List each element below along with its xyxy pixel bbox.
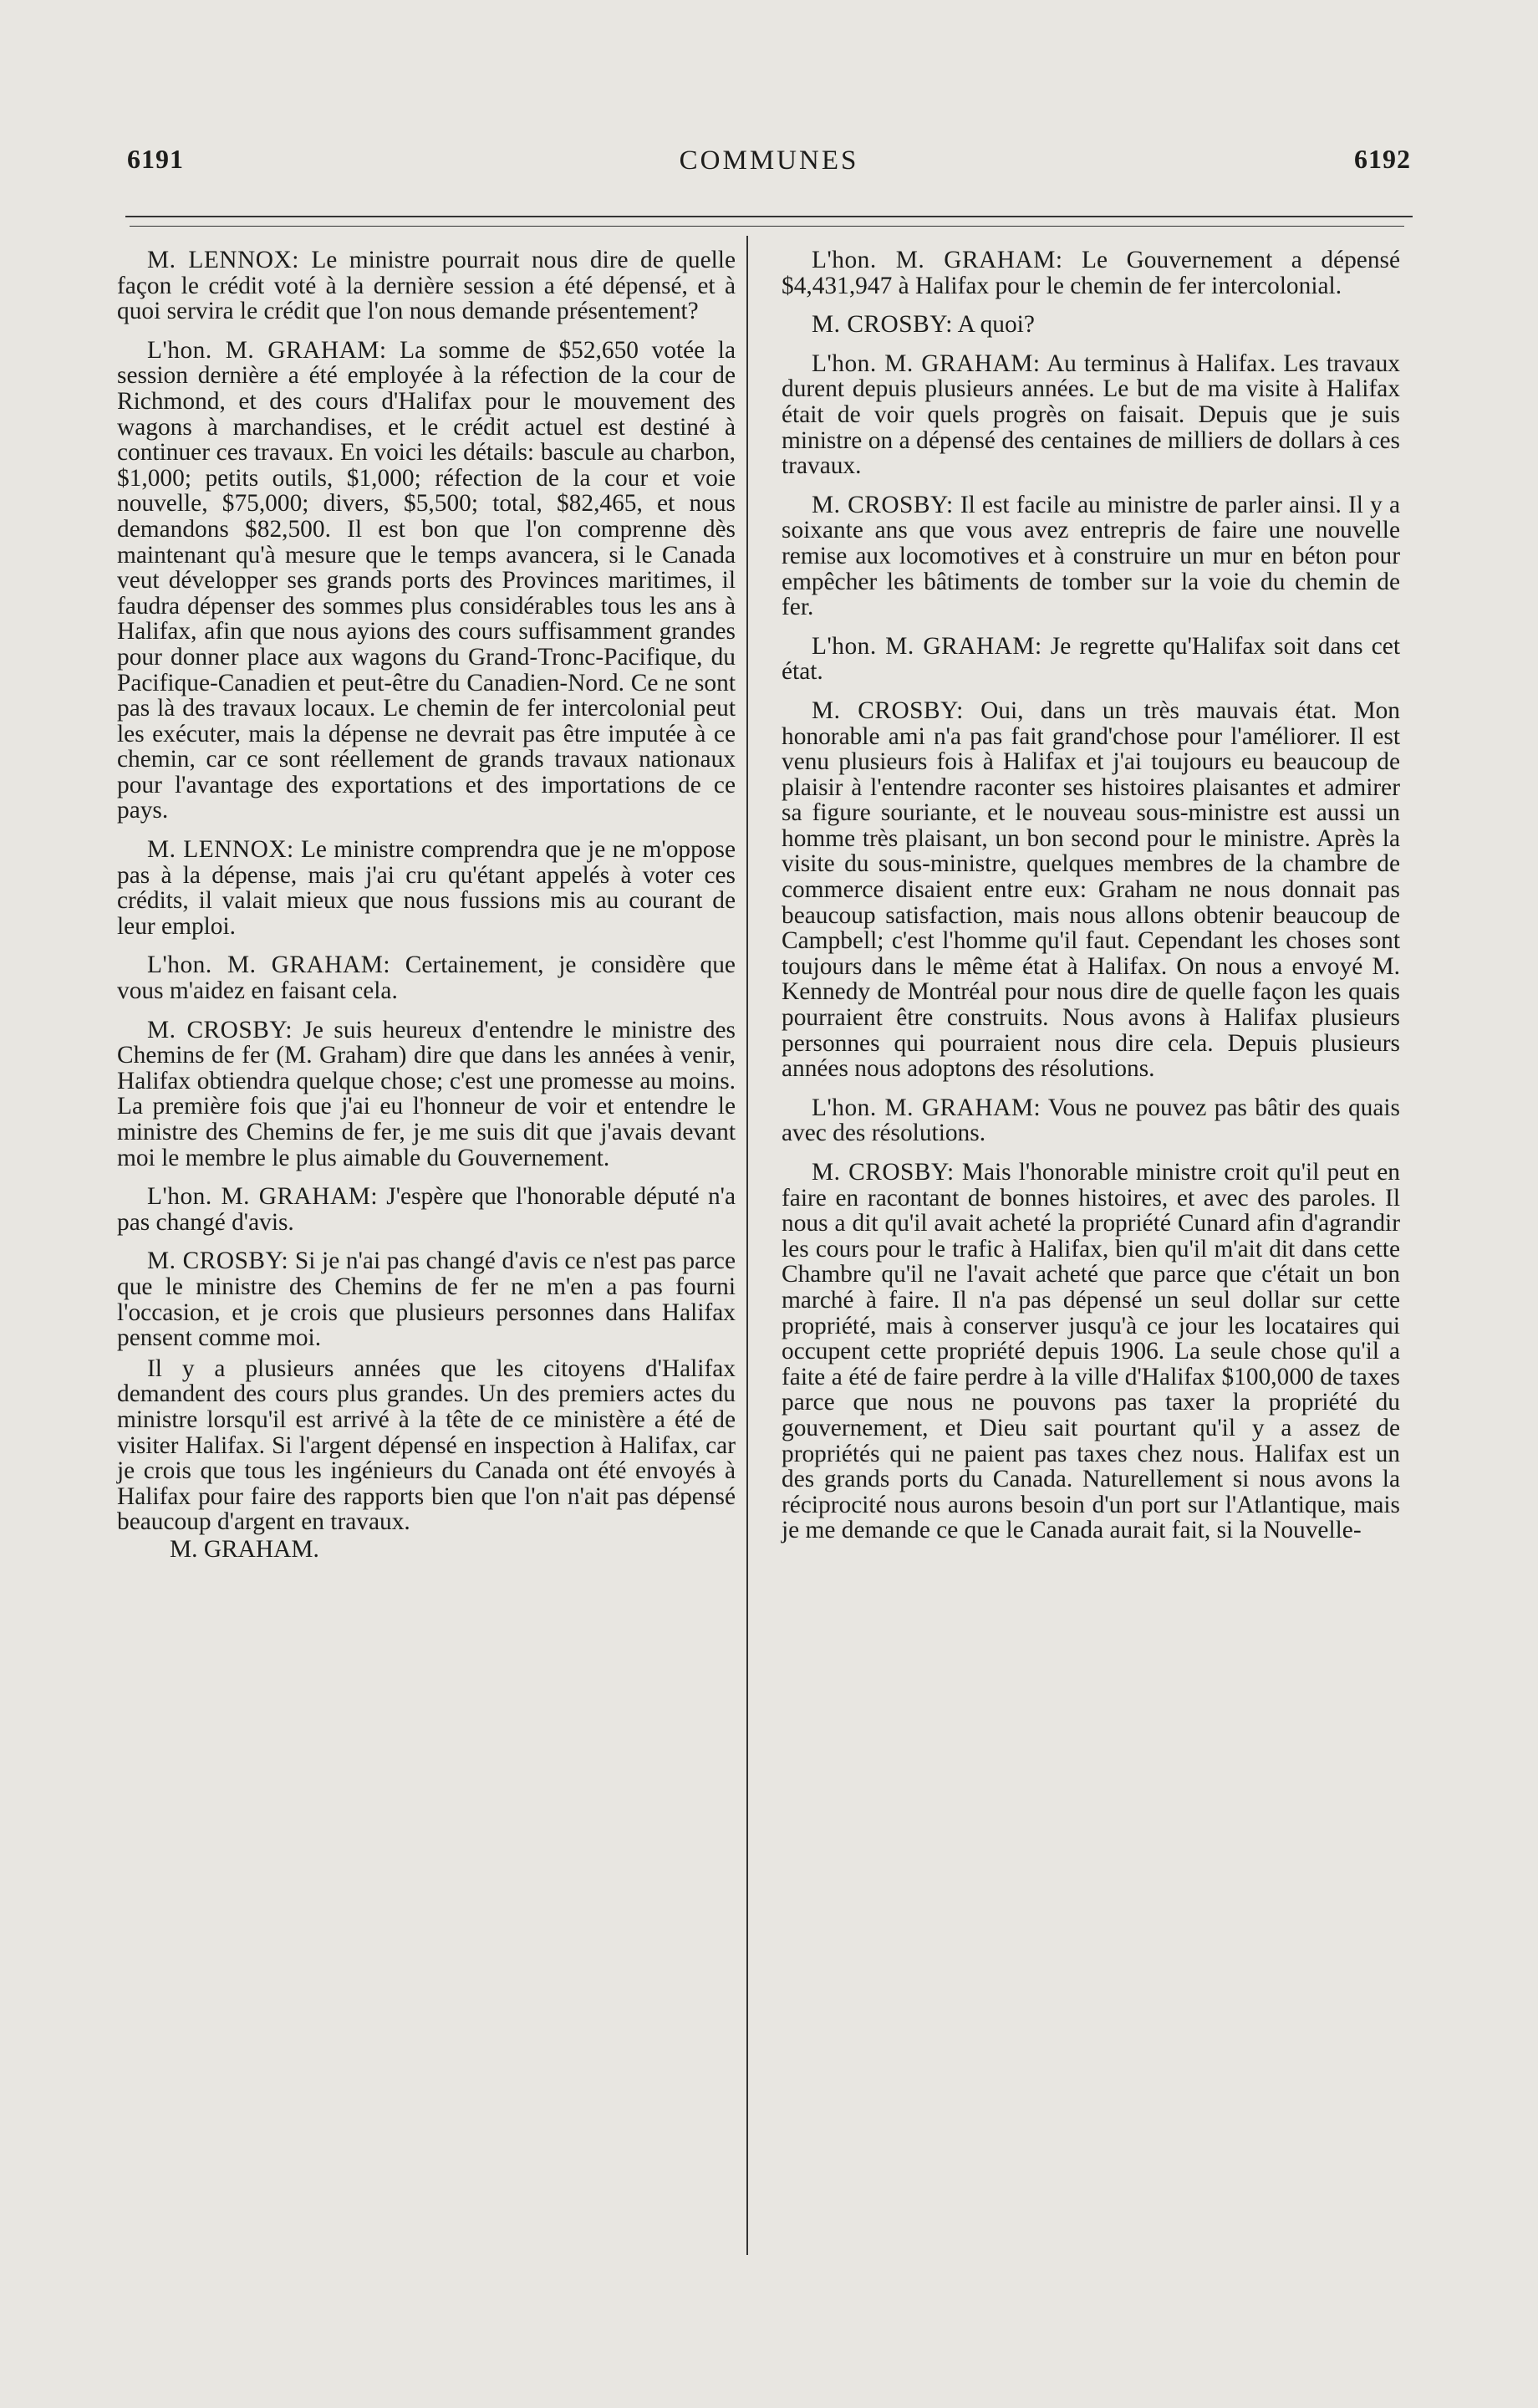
speaker-name: L'hon. M. GRAHAM: bbox=[147, 951, 390, 979]
speech-text: Si je n'ai pas changé d'avis ce n'est pas parce que le ministre des Chemins de fer ne m'en a pas fourni l'occasion, et je crois que plusieurs personnes dans Halifax pensent comme moi. bbox=[117, 1247, 736, 1352]
paragraph bbox=[782, 1160, 1400, 1543]
page-number-right: 6192 bbox=[1354, 144, 1411, 174]
speaker-name: L'hon. M. GRAHAM: bbox=[812, 1094, 1041, 1121]
column-divider bbox=[746, 236, 748, 2255]
speaker-name: M. LENNOX: bbox=[147, 836, 294, 864]
paragraph bbox=[117, 837, 736, 939]
speaker-name: M. CROSBY: bbox=[812, 311, 953, 339]
paragraph bbox=[782, 312, 1400, 338]
header-rule-top bbox=[125, 216, 1413, 217]
speech-text: La somme de $52,650 votée la session dernière a été employée à la réfection de la cour de Richmond, et des cours d'Halifax pour le mouvement des wagons à marchandises, et le crédit actuel est destiné à continuer ces travaux. En voici les détails: bascule au charbon, $1,000; petits outils, $1,000; réfection de la cour et voie nouvelle, $75,000; divers, $5,500; total, $82,465, et nous demandons $82,500. Il est bon que l'on comprenne dès maintenant qu'à mesure que le temps avancera, si le Canada veut développer ses grands ports des Provinces maritimes, il faudra dépenser des sommes plus considérables tous les ans à Halifax, afin que nous ayions des cours suffisamment grandes pour donner place aux wagons du Grand-Tronc-Pacifique, du Pacifique-Canadien et peut-être du Canadien-Nord. Ce ne sont pas là des travaux locaux. Le chemin de fer intercolonial peut les exécuter, mais la dépense ne devrait pas être imputée à ce chemin, car ce sont réellement de grands travaux nationaux pour l'avantage des exportations et des importations de ce pays. bbox=[117, 336, 736, 824]
speaker-name: M. CROSBY: bbox=[147, 1016, 293, 1043]
speaker-name: L'hon. M. GRAHAM: bbox=[147, 1183, 379, 1211]
paragraph bbox=[782, 634, 1400, 685]
speech-text: Mais l'honorable ministre croit qu'il peut en faire en racontant de bonnes histoires, et avec des paroles. Il nous a dit qu'il avait acheté la propriété Cunard afin d'agrandir les cours pour le trafic à Halifax, bien qu'il m'ait dit dans cette Chambre qu'il ne l'avait acheté que parce que c'était un bon marché à faire. Il n'a pas dépensé un seul dollar sur cette propriété, mais à conserver jusqu'à ce jour les locataires qui occupent cette propriété depuis 1906. La seule chose qu'il a faite a été de faire perdre à la ville d'Halifax $100,000 de taxes parce que nous ne pouvons pas taxer la propriété du gouvernement, et Dieu sait pourtant qu'il y a assez de propriétés qui ne paient pas taxes chez nous. Halifax est un des grands ports du Canada. Naturellement si nous avons la réciprocité nous aurons besoin d'un port sur l'Atlantique, mais je me demande ce que le Canada aurait fait, si la Nouvelle- bbox=[782, 1159, 1400, 1544]
speech-text: Au terminus à Halifax. Les travaux durent depuis plusieurs années. Le but de ma visite à Halifax était de voir quels progrès on faisait. Depuis que je suis ministre on a dépensé des centaines de milliers de dollars à ces travaux. bbox=[782, 349, 1400, 480]
speech-text: Il est facile au ministre de parler ainsi. Il y a soixante ans que vous avez entrepris de faire une nouvelle remise aux locomotives et à construire un mur en béton pour empêcher les bâtiments de tomber sur la voie du chemin de fer. bbox=[782, 491, 1400, 621]
paragraph bbox=[117, 1356, 736, 1535]
speech-text: Le ministre comprendra que je ne m'oppose pas à la dépense, mais j'ai cru qu'étant appelés à voter ces crédits, il valait mieux que nous fussions mis au courant de leur emploi. bbox=[117, 836, 736, 940]
paragraph bbox=[782, 247, 1400, 298]
header-rule-bottom bbox=[130, 226, 1404, 227]
running-title: COMMUNES bbox=[679, 145, 859, 176]
paragraph bbox=[117, 1248, 736, 1350]
paragraph bbox=[782, 1095, 1400, 1146]
paragraph bbox=[117, 952, 736, 1003]
speech-text: Oui, dans un très mauvais état. Mon honorable ami n'a pas fait grand'chose pour l'améliorer. Il est venu plusieurs fois à Halifax et j'ai toujours eu beaucoup de plaisir à l'entendre raconter ses histoires plaisantes et admirer sa figure souriante, et le nouveau sous-ministre est aussi un homme très plaisant, un bon second pour le ministre. Après la visite du sous-ministre, quelques membres de la chambre de commerce disaient entre eux: Graham ne nous donnait pas beaucoup satisfaction, mais nous allons obtenir beaucoup de Campbell; c'est l'homme qu'il faut. Cependant les choses sont toujours dans le même état à Halifax. On nous a envoyé M. Kennedy de Montréal pour nous dire de quelle façon les quais pourraient être construits. Nous avons à Halifax plusieurs personnes qui pourraient nous dire cela. Depuis plusieurs années nous adoptons des résolutions. bbox=[782, 696, 1400, 1083]
speech-text: A quoi? bbox=[952, 311, 1035, 339]
speaker-name: M. CROSBY: bbox=[812, 1159, 955, 1186]
speech-text: Je regrette qu'Halifax soit dans cet état. bbox=[782, 632, 1400, 686]
right-column bbox=[782, 247, 1400, 1557]
speaker-name: M. CROSBY: bbox=[147, 1247, 289, 1275]
speech-text: Certainement, je considère que vous m'aidez en faisant cela. bbox=[117, 951, 736, 1005]
paragraph bbox=[117, 1184, 736, 1235]
page-header bbox=[125, 144, 1413, 194]
paragraph bbox=[117, 1018, 736, 1171]
speech-text: Le Gouvernement a dépensé $4,431,947 à Halifax pour le chemin de fer intercolonial. bbox=[782, 247, 1400, 299]
speech-text: Je suis heureux d'entendre le ministre des Chemins de fer (M. Graham) dire que dans les années à venir, Halifax obtiendra quelque chose; c'est une promesse au moins. La première fois que j'ai eu l'honneur de voir et entendre le ministre des Chemins de fer, je me suis dit que j'avais devant moi le membre le plus aimable du Gouvernement. bbox=[117, 1016, 736, 1171]
speaker-signature: M. GRAHAM. bbox=[170, 1535, 319, 1563]
paragraph bbox=[782, 351, 1400, 479]
speech-text: J'espère que l'honorable député n'a pas changé d'avis. bbox=[117, 1183, 736, 1236]
speaker-name: L'hon. M. GRAHAM: bbox=[812, 349, 1041, 377]
speaker-name: M. CROSBY: bbox=[812, 491, 954, 518]
speech-text: Il y a plusieurs années que les citoyens d'Halifax demandent des cours plus grandes. Un des premiers actes du ministre lorsqu'il est arrivé à la tête de ce ministère a été de visiter Halifax. Si l'argent dépensé en inspection à Halifax, car je crois que tous les ingénieurs du Canada ont été envoyés à Halifax pour faire des rapports bien que l'on n'ait pas dépensé beaucoup d'argent en travaux. bbox=[117, 1354, 736, 1536]
paragraph bbox=[117, 338, 736, 824]
paragraph bbox=[782, 698, 1400, 1082]
speech-text: Le ministre pourrait nous dire de quelle façon le crédit voté à la dernière session a été dépensé, et à quoi servira le crédit que l'on nous demande présentement? bbox=[117, 247, 736, 325]
speaker-name: M. LENNOX: bbox=[147, 247, 299, 273]
speech-text: Vous ne pouvez pas bâtir des quais avec des résolutions. bbox=[782, 1094, 1400, 1147]
speaker-name: L'hon. M. GRAHAM: bbox=[812, 247, 1063, 273]
paragraph bbox=[117, 247, 736, 324]
paragraph bbox=[782, 492, 1400, 620]
speaker-name: M. CROSBY: bbox=[812, 696, 964, 724]
speaker-name: L'hon. M. GRAHAM: bbox=[147, 336, 387, 364]
left-column bbox=[117, 247, 736, 1576]
speaker-name: L'hon. M. GRAHAM: bbox=[812, 632, 1042, 660]
page-number-left: 6191 bbox=[127, 144, 184, 174]
